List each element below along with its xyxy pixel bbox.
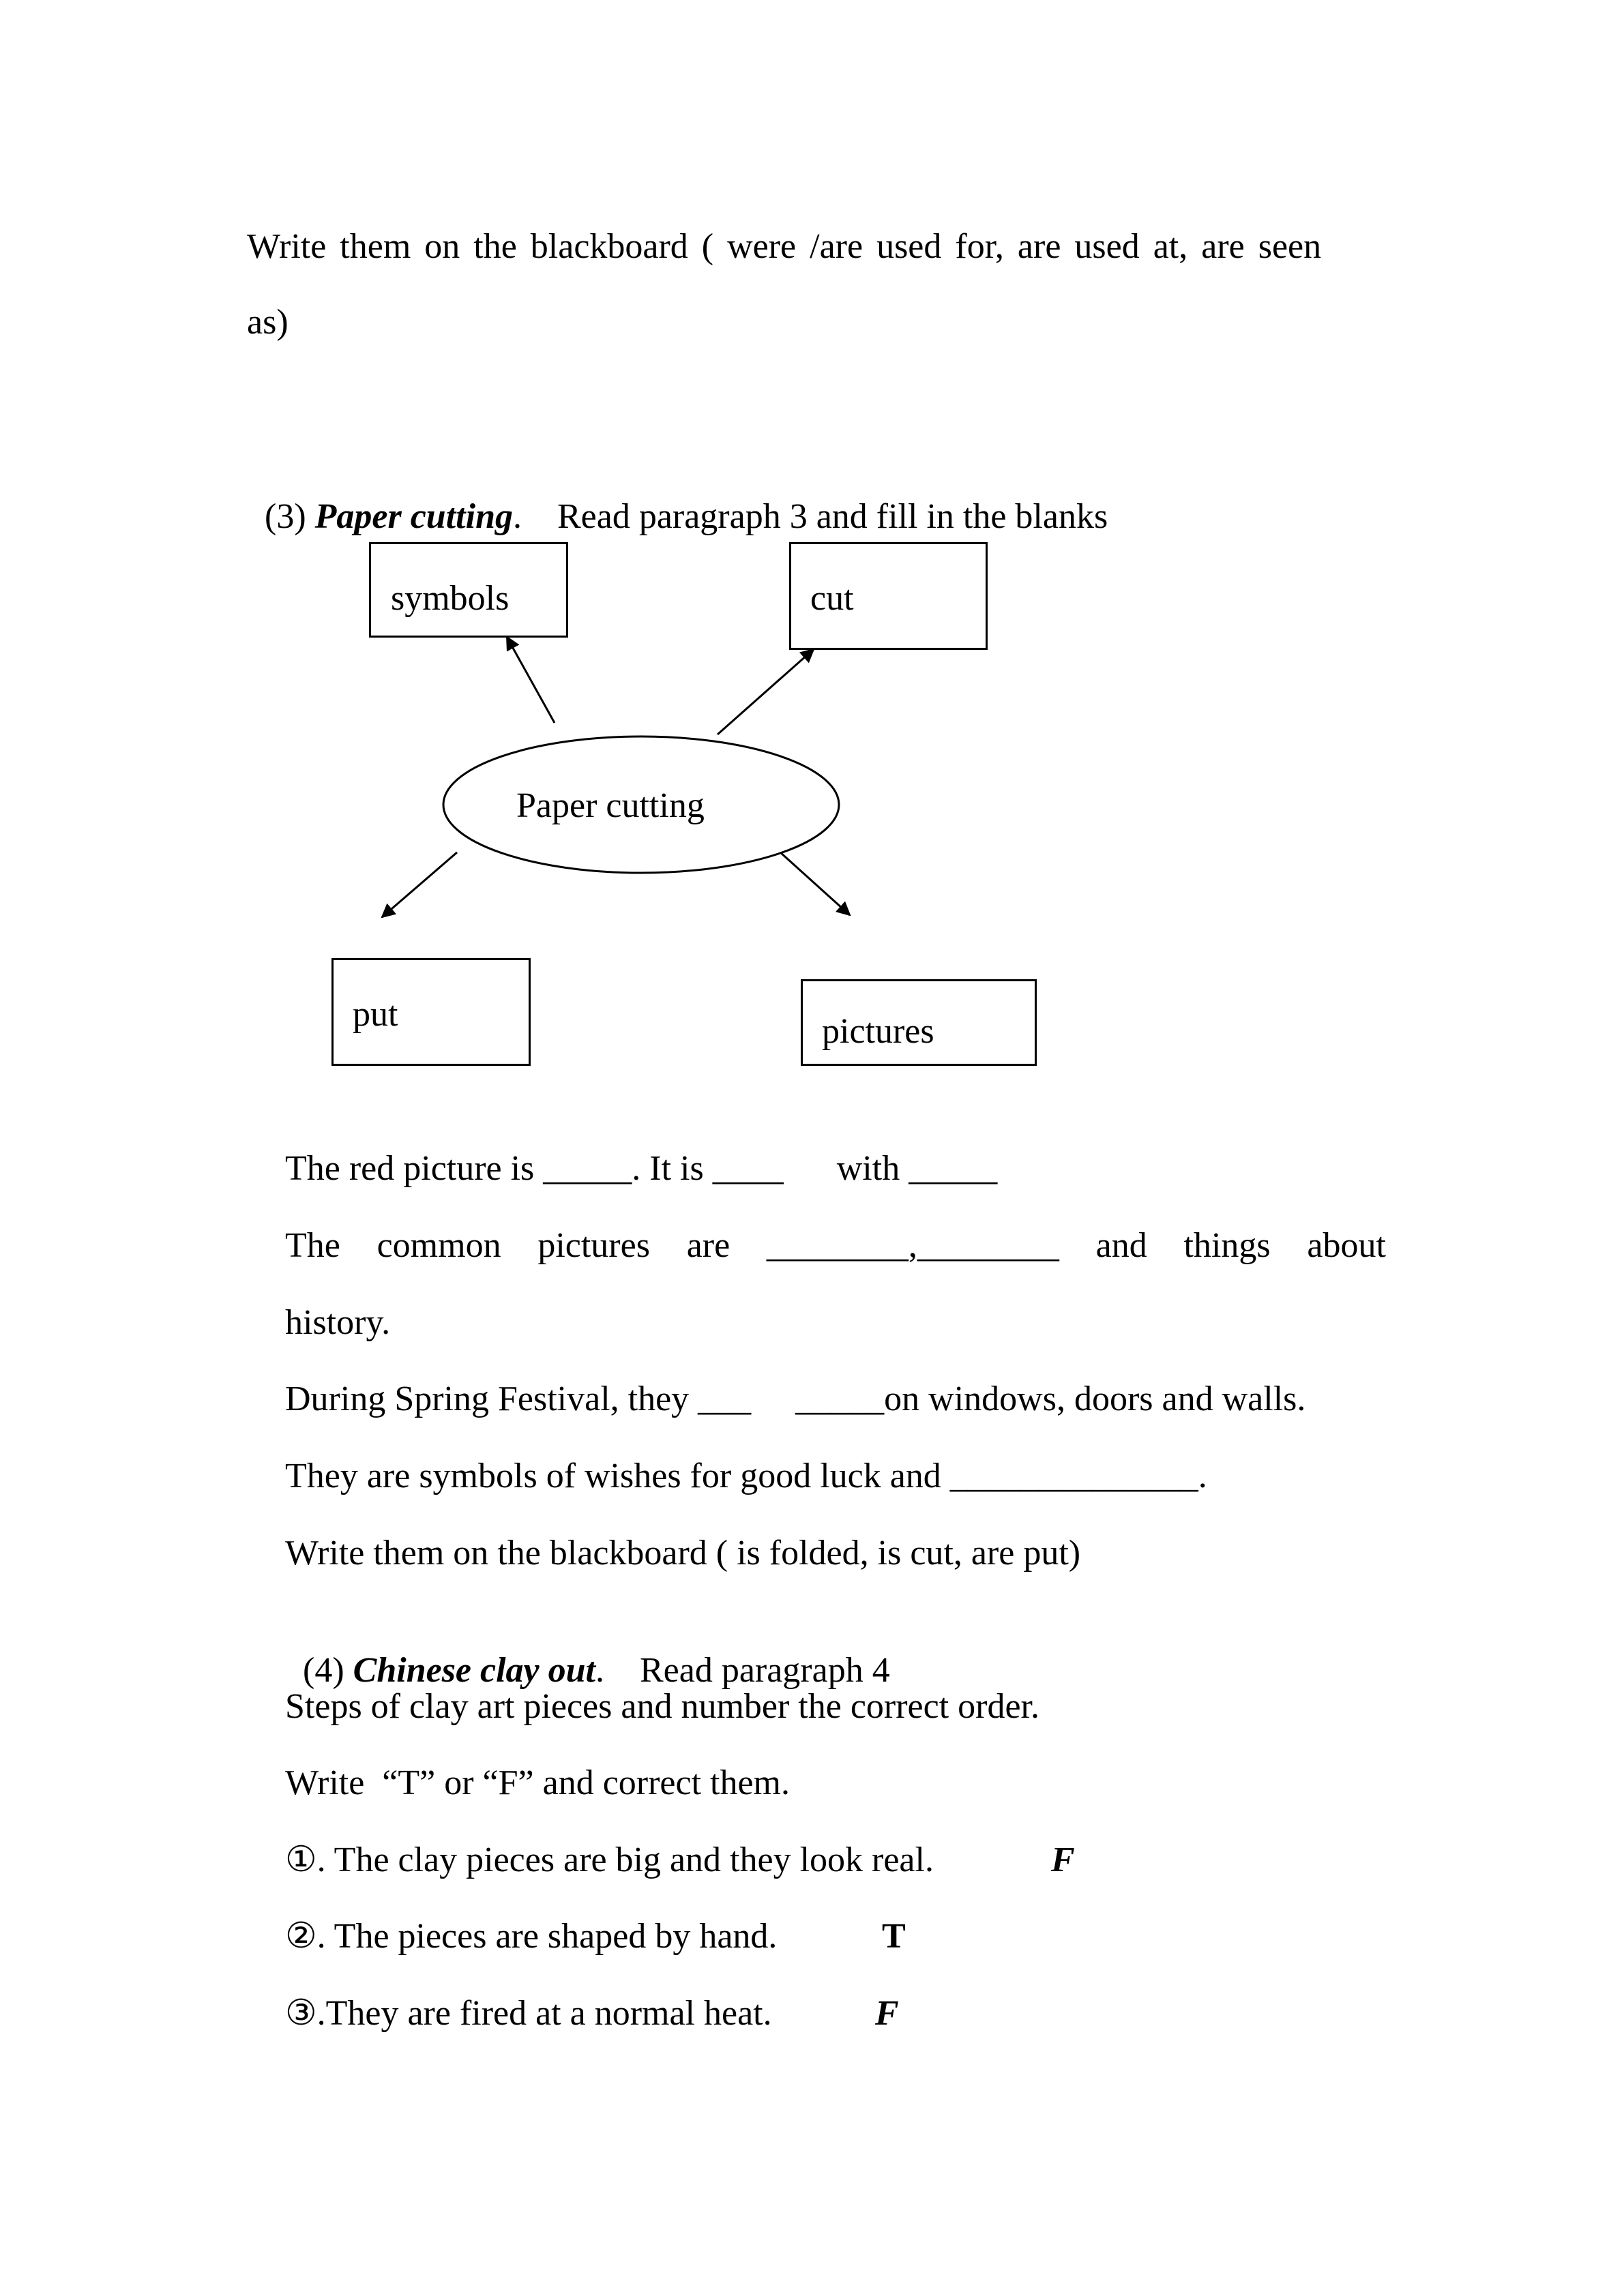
section-4-title-end: .	[595, 1651, 604, 1690]
section-4-heading	[285, 1609, 890, 1691]
pictures-box	[801, 979, 1037, 1066]
write-tf-line: Write “T” or “F” and correct them.	[285, 1763, 790, 1802]
section-3-title: Paper cutting	[314, 497, 513, 536]
section-4-title: Chinese clay out	[353, 1651, 595, 1690]
fill-in-word: common	[377, 1226, 501, 1265]
fill-in-word: are	[686, 1226, 730, 1265]
section-3-instruction: Read paragraph 3 and fill in the blanks	[557, 497, 1108, 536]
symbols-label: symbols	[391, 579, 510, 618]
cut-label: cut	[810, 579, 854, 618]
section-3-title-end: .	[512, 497, 522, 536]
arrow-to-pictures	[780, 852, 850, 915]
tf-item-3: ③.They are fired at a normal heat.	[285, 1994, 772, 2033]
fill-in-word: about	[1307, 1226, 1386, 1265]
fill-in-word: and	[1095, 1226, 1147, 1265]
put-box	[331, 958, 531, 1066]
put-label: put	[353, 995, 398, 1034]
fill-in-line-2-end: history.	[285, 1303, 391, 1342]
cut-box	[789, 542, 988, 650]
fill-in-blank: ________,________	[766, 1226, 1059, 1265]
fill-in-word: The	[285, 1226, 340, 1265]
fill-in-line-5: Write them on the blackboard ( is folded, is cut, are put)	[285, 1534, 1081, 1572]
fill-in-line-1: The red picture is _____. It is ____ with _____	[285, 1149, 998, 1188]
tf-answer-3: F	[875, 1994, 899, 2033]
section-3-number: (3)	[265, 497, 315, 536]
arrow-to-symbols	[507, 637, 555, 723]
intro-line-1-text: Write them on the blackboard ( were /are used for, are used at, are seen	[247, 227, 1322, 266]
tf-answer-2: T	[882, 1917, 906, 1956]
section-4-instruction: Read paragraph 4	[639, 1651, 890, 1690]
pictures-label: pictures	[822, 1012, 934, 1051]
steps-line: Steps of clay art pieces and number the correct order.	[285, 1687, 1039, 1726]
arrow-to-put	[382, 852, 457, 917]
center-label: Paper cutting	[516, 786, 705, 825]
fill-in-word: pictures	[537, 1226, 650, 1265]
arrow-to-cut	[718, 649, 814, 734]
fill-in-line-3: During Spring Festival, they ___ _____on windows, doors and walls.	[285, 1380, 1306, 1418]
tf-item-2: ②. The pieces are shaped by hand.	[285, 1917, 778, 1956]
tf-item-1: ①. The clay pieces are big and they look real.	[285, 1840, 934, 1879]
fill-in-word: things	[1183, 1226, 1271, 1265]
symbols-box	[369, 542, 568, 638]
section-4-number: (4)	[303, 1651, 353, 1690]
fill-in-line-4: They are symbols of wishes for good luck and ______________.	[285, 1457, 1207, 1495]
tf-answer-1: F	[1051, 1840, 1075, 1879]
fill-in-line-2	[285, 1225, 1386, 1266]
intro-line-2: as)	[247, 303, 289, 342]
